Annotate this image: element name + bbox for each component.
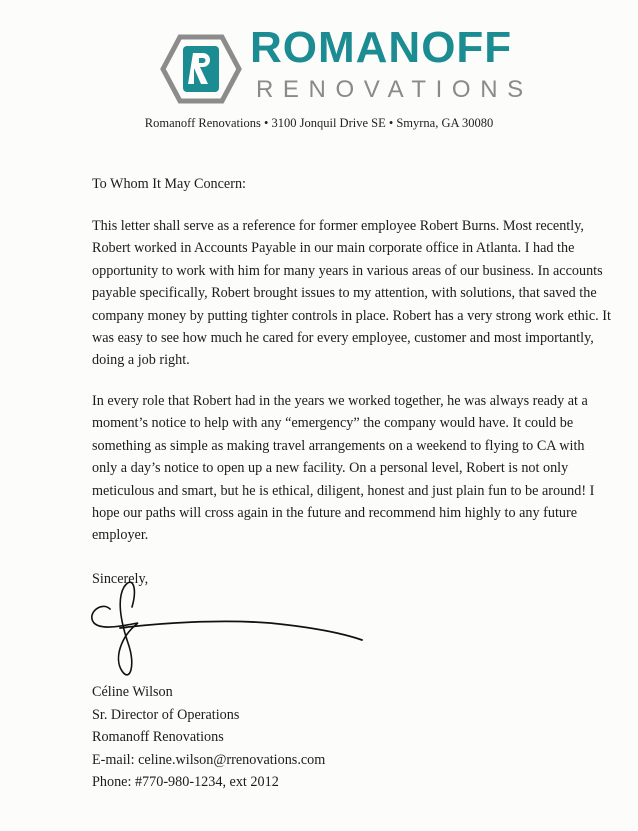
company-name: ROMANOFF	[250, 23, 513, 72]
signer-name: Céline Wilson	[92, 684, 173, 700]
signer-company: Romanoff Renovations	[92, 729, 224, 746]
paragraph-1: This letter shall serve as a reference for former employee Robert Burns. Most recently, Robert worked in Accounts Payable in our main corporate office in Atlanta. I had the opportunity to work with him for many years in various areas of our business. In accounts payable specifically, Robert brought issues to my attention, with solutions, that saved the company money by putting tighter controls in place. Robert has a very strong work ethic. It was easy to see how much he cared for every employee, customer and most importantly, doing a job right.	[92, 218, 611, 369]
paragraph-2: In every role that Robert had in the years we worked together, he was always ready at a moment’s notice to help with any “emergency” the company would have. It could be something as simple as making travel arrangements on a weekend to flying to CA with only a day’s notice to open up a new facility. On a personal level, Robert is not only meticulous and smart, but he is ethical, diligent, honest and just plain fun to be around! I hope our paths will cross again in the future and recommend him highly to any future employer.	[92, 393, 595, 544]
company-subtitle: RENOVATIONS	[256, 76, 533, 103]
closing: Sincerely,	[92, 571, 149, 587]
salutation: To Whom It May Concern:	[92, 176, 246, 192]
signer-email: E-mail: celine.wilson@rrenovations.com	[92, 751, 326, 768]
company-address: Romanoff Renovations • 3100 Jonquil Drive SE • Smyrna, GA 30080	[144, 116, 494, 130]
hexagon-r-logo-icon	[160, 33, 242, 105]
signer-phone: Phone: #770-980-1234, ext 2012	[92, 774, 279, 791]
signature-block	[92, 681, 325, 794]
signer-title: Sr. Director of Operations	[92, 706, 240, 723]
handwritten-signature-icon	[80, 565, 370, 685]
